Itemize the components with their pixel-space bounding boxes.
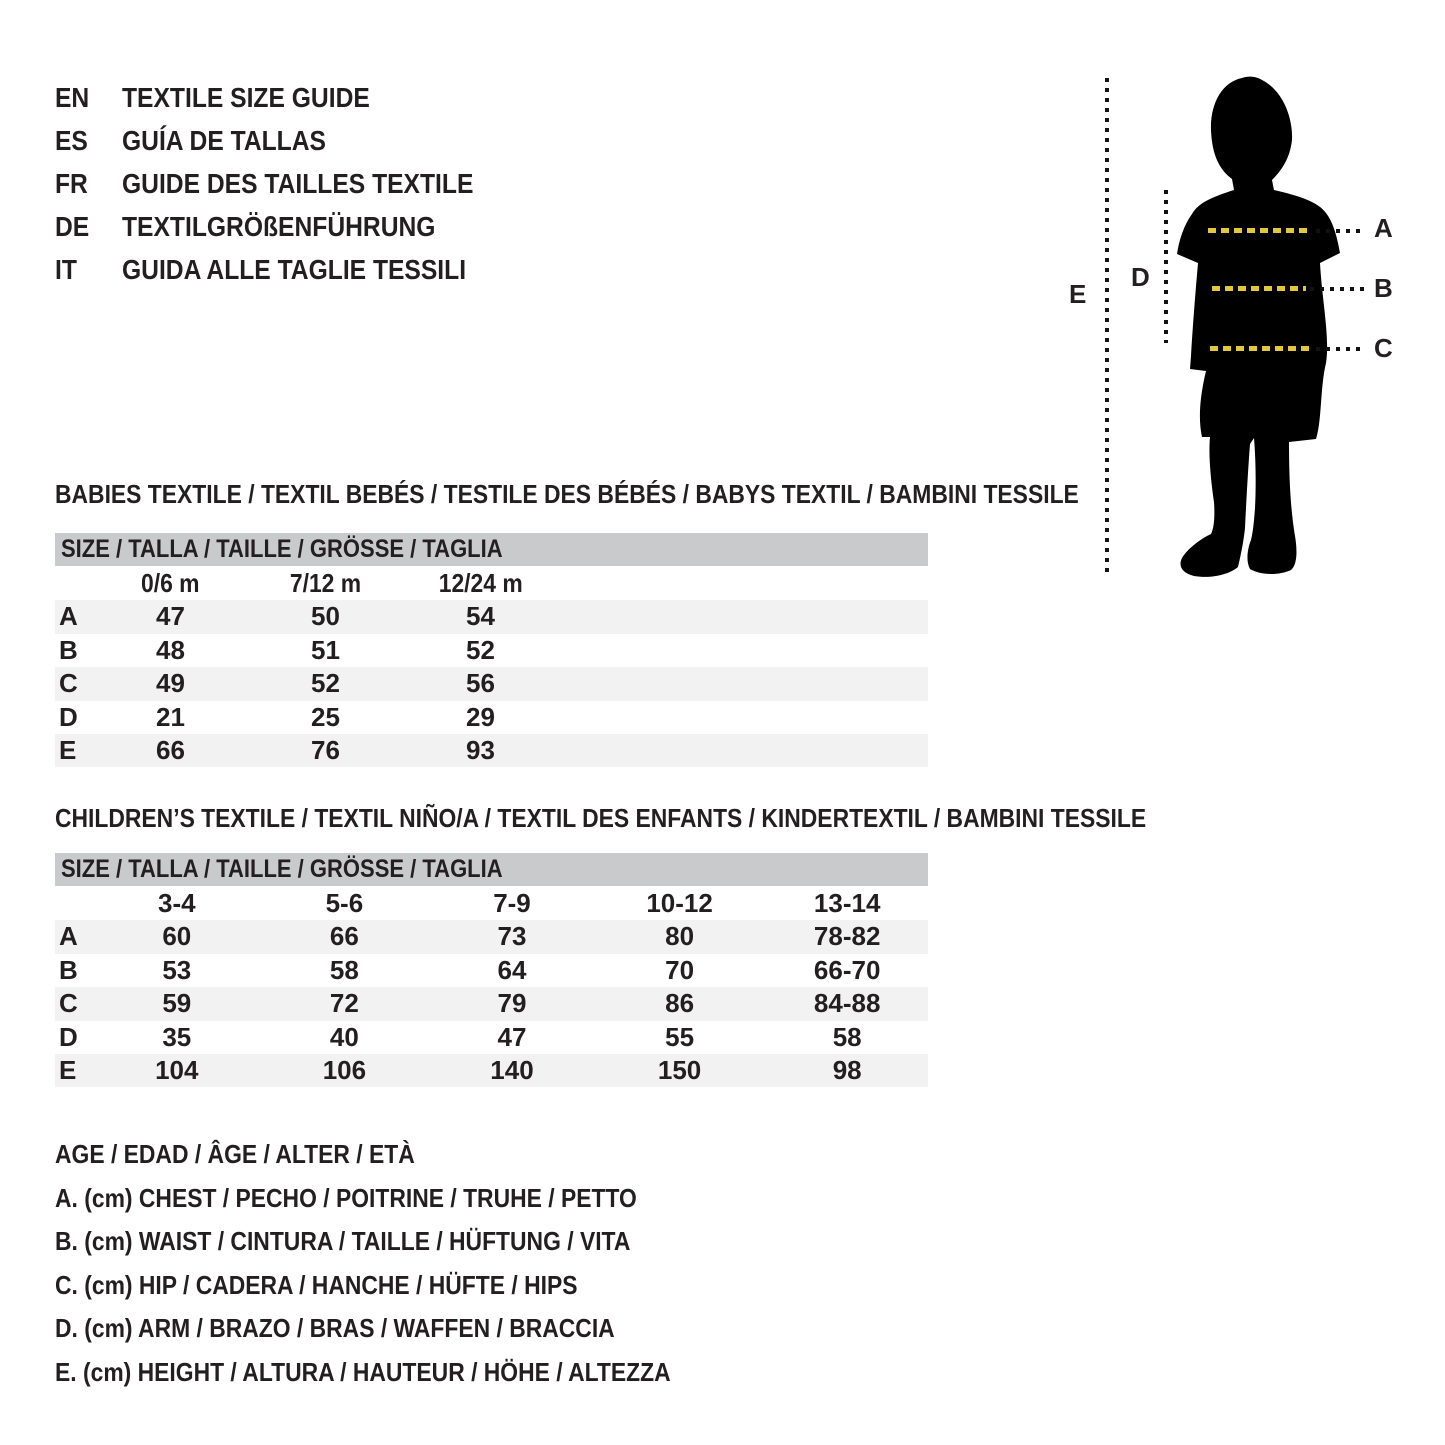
table-row [55,987,928,1020]
size-cell: 76 [311,734,340,765]
row-label: A [59,601,78,632]
row-label: D [59,701,78,732]
size-cell: 52 [466,634,495,665]
babies-section-heading: BABIES TEXTILE / TEXTIL BEBÉS / TESTILE DES BÉBÉS / BABYS TEXTIL / BAMBINI TESSILE [55,479,1079,509]
table-column-header-row [55,887,928,920]
size-cell: 49 [156,668,185,699]
row-label: E [59,1054,77,1085]
size-cell: 84-88 [813,988,881,1019]
size-cell: 98 [832,1054,862,1085]
row-label: B [59,954,78,985]
size-cell: 86 [665,988,695,1019]
size-cell: 106 [322,1054,367,1085]
language-title: GUÍA DE TALLAS [122,125,326,156]
measurement-legend [55,1133,755,1394]
column-header: 5-6 [325,888,364,918]
size-cell: 54 [466,601,495,632]
language-title: TEXTILGRÖßENFÜHRUNG [122,211,436,242]
row-label: B [59,634,78,665]
child-silhouette-icon [1150,70,1370,590]
chest-measure-leader-A [1316,229,1366,233]
language-title: TEXTILE SIZE GUIDE [122,82,370,113]
size-cell: 40 [329,1021,359,1052]
size-cell: 104 [155,1054,199,1085]
children-size-header-bar: SIZE / TALLA / TAILLE / GRÖSSE / TAGLIA [55,853,928,886]
size-cell: 53 [162,954,192,985]
hip-measure-dash-C [1210,346,1310,351]
measure-label-A: A [1374,213,1393,243]
row-label: C [59,988,78,1019]
size-cell: 140 [490,1054,534,1085]
arm-measure-line-D [1164,190,1168,343]
hip-measure-leader-C [1316,347,1366,351]
size-cell: 58 [329,954,359,985]
language-row [55,248,521,291]
language-code: DE [55,211,90,242]
legend-line-hip: C. (cm) HIP / CADERA / HANCHE / HÜFTE / HIPS [55,1269,578,1300]
babies-size-table [55,567,928,767]
size-cell: 66 [156,734,185,765]
size-cell: 66-70 [813,954,881,985]
size-cell: 35 [162,1021,192,1052]
legend-line-height: E. (cm) HEIGHT / ALTURA / HAUTEUR / HÖHE / ALTEZZA [55,1356,671,1387]
size-cell: 25 [311,701,340,732]
table-row [55,634,928,667]
size-cell: 56 [466,668,495,699]
legend-line-chest: A. (cm) CHEST / PECHO / POITRINE / TRUHE / PETTO [55,1182,637,1213]
language-code: EN [55,82,90,113]
row-label: C [59,668,78,699]
size-cell: 79 [497,988,527,1019]
size-cell: 70 [665,954,695,985]
size-cell: 50 [311,601,340,632]
table-row [55,954,928,987]
size-cell: 64 [497,954,527,985]
column-header: 13-14 [813,888,881,918]
table-column-header-row [55,567,928,600]
language-title-list [55,76,521,291]
column-header: 3-4 [158,888,196,918]
size-cell: 47 [156,601,185,632]
row-label: E [59,734,77,765]
column-header: 0/6 m [141,568,200,598]
size-cell: 48 [156,634,185,665]
size-cell: 21 [156,701,185,732]
size-cell: 78-82 [813,921,881,952]
table-row [55,667,928,700]
chest-measure-dash-A [1208,228,1312,233]
language-row [55,205,521,248]
size-cell: 73 [497,921,527,952]
language-code: ES [55,125,88,156]
size-cell: 58 [832,1021,862,1052]
table-row [55,1054,928,1087]
language-row [55,76,521,119]
language-code: IT [55,254,77,285]
size-cell: 52 [311,668,340,699]
language-title: GUIDE DES TAILLES TEXTILE [122,168,474,199]
table-row [55,701,928,734]
language-title: GUIDA ALLE TAGLIE TESSILI [122,254,467,285]
size-cell: 47 [497,1021,527,1052]
column-header: 12/24 m [438,568,523,598]
row-label: D [59,1021,78,1052]
table-row [55,600,928,633]
measure-label-B: B [1374,273,1393,303]
language-code: FR [55,168,88,199]
size-cell: 93 [466,734,495,765]
measure-label-E: E [1069,279,1087,309]
measure-label-C: C [1374,333,1393,363]
size-cell: 60 [162,921,192,952]
waist-measure-leader-B [1310,287,1366,291]
row-label: A [59,921,78,952]
size-cell: 72 [329,988,359,1019]
waist-measure-dash-B [1212,286,1306,291]
size-cell: 55 [665,1021,695,1052]
size-cell: 80 [665,921,695,952]
size-cell: 29 [466,701,495,732]
measure-label-D: D [1131,262,1150,292]
column-header: 10-12 [646,888,713,918]
size-cell: 51 [311,634,340,665]
language-row [55,119,521,162]
babies-size-header-bar: SIZE / TALLA / TAILLE / GRÖSSE / TAGLIA [55,533,928,566]
legend-line-age: AGE / EDAD / ÂGE / ALTER / ETÀ [55,1139,415,1169]
column-header: 7-9 [493,888,531,918]
size-cell: 59 [162,988,192,1019]
legend-line-waist: B. (cm) WAIST / CINTURA / TAILLE / HÜFTUNG / VITA [55,1226,631,1256]
table-row [55,920,928,953]
children-size-table [55,887,928,1087]
table-row [55,734,928,767]
table-row [55,1021,928,1054]
size-cell: 150 [657,1054,702,1085]
size-cell: 66 [329,921,359,952]
children-section-heading: CHILDREN’S TEXTILE / TEXTIL NIÑO/A / TEXTIL DES ENFANTS / KINDERTEXTIL / BAMBINI TESSILE [55,803,1147,833]
legend-line-arm: D. (cm) ARM / BRAZO / BRAS / WAFFEN / BRACCIA [55,1313,615,1343]
column-header: 7/12 m [289,568,362,598]
language-row [55,162,521,205]
